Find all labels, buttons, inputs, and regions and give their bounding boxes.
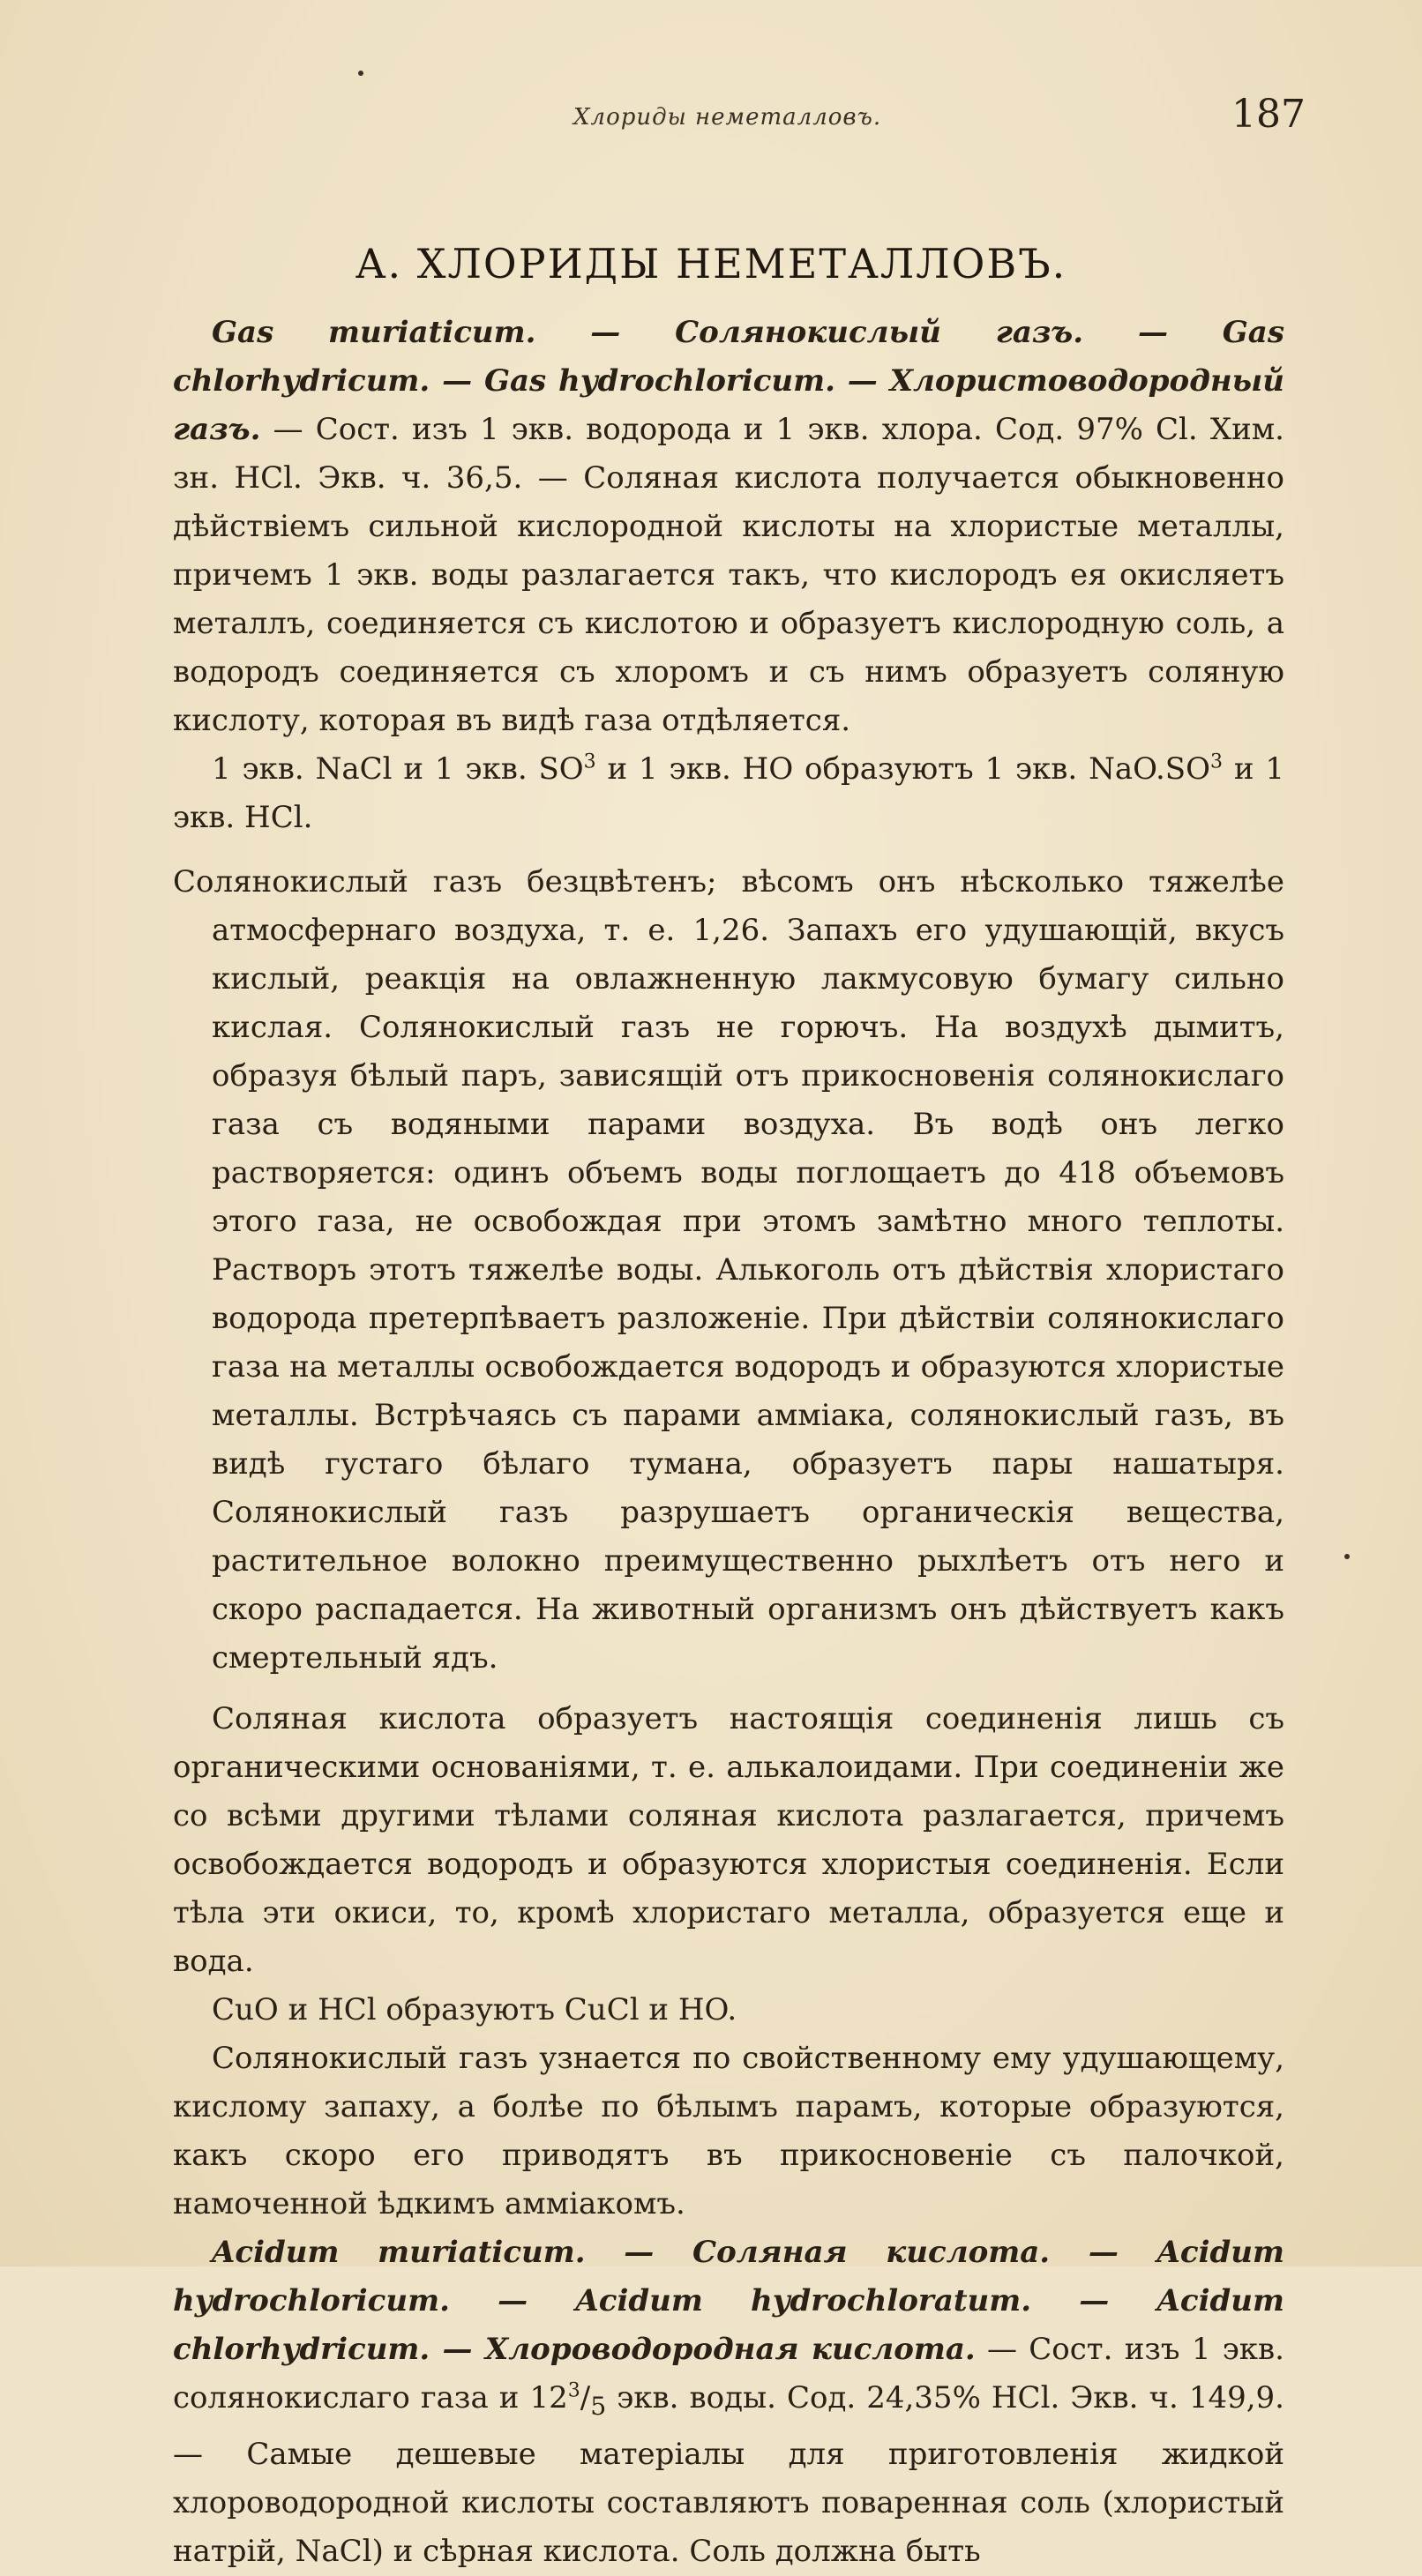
paragraph-acidum-muriaticum: Acidum muriaticum. — Соляная кислота. — Acidum hydrochloricum. — Acidum hydrochloratum. — Acidum chlorhydricum. — Хлороводородная кислота. — Сост. изъ 1 экв. солянокислаго газа и $12^3/_5$ экв. воды. Сод. 24,35% HCl. Экв. ч. 149,9. — Самые дешевые матеріалы для приготовленія жидкой хлороводородной кислоты составляютъ поваренная соль (хлористый натрій, NaCl) и сѣрная кислота. Соль должна быть bbox=[173, 2235, 1285, 2569]
paragraph-text: экв. воды. Сод. 24,35% HCl. Экв. ч. 149,9. — Самые дешевые матеріалы для приготовленія жидкой хлороводородной кислоты составляютъ поваренная соль (хлористый натрій, NaCl) и сѣрная кислота. Соль должна быть bbox=[173, 2380, 1284, 2569]
fraction-numerator: 3 bbox=[567, 2379, 580, 2402]
paragraph-gas-muriaticum bbox=[173, 309, 1284, 745]
paragraph-reaction: CuO и HCl образуютъ CuCl и HO. bbox=[212, 1992, 737, 2027]
russian-name: — Соляная кислота. bbox=[585, 2235, 1051, 2270]
page-number: 187 bbox=[1231, 92, 1306, 137]
paragraph-detection: Солянокислый газъ узнается по свойственному ему удушающему, кислому запаху, а болѣе по бѣлымъ парамъ, которые образуются, какъ скоро его приводятъ въ прикосновеніе съ палочкой, намоченной ѣдкимъ амміакомъ. bbox=[173, 2041, 1284, 2221]
fraction-denominator: 5 bbox=[590, 2391, 607, 2421]
latin-name: Acidum muriaticum. bbox=[212, 2235, 586, 2270]
russian-name: — Солянокислый газъ. bbox=[535, 315, 1084, 350]
running-head: Хлориды неметалловъ. bbox=[573, 104, 882, 131]
paragraph-properties: Солянокислый газъ безцвѣтенъ; вѣсомъ онъ нѣсколько тяжелѣе атмосфернаго воздуха, т. е. 1,26. Запахъ его удушающій, вкусъ кислый, реакція на овлажненную лакмусовую бумагу сильно кислая. Солянокислый газъ не горючъ. На воздухѣ дымитъ, образуя бѣлый паръ, зависящій отъ прикосновенія солянокислаго газа съ водяными парами воздуха. Въ водѣ онъ легко растворяется: одинъ объемъ воды поглощаетъ до 418 объемовъ этого газа, не освобождая при этомъ замѣтно много теплоты. Растворъ этотъ тяжелѣе воды. Алькоголь отъ дѣйствія хлористаго водорода претерпѣваетъ разложеніе. При дѣйствіи солянокислаго газа на металлы освобождается водородъ и образуются хлористые металлы. Встрѣчаясь съ парами амміака, солянокислый газъ, въ видѣ густаго бѣлаго тумана, образуетъ пары нашатыря. Солянокислый газъ разрушаетъ органическія вещества, растительное волокно преимущественно рыхлѣетъ отъ него и скоро распадается. На животный организмъ онъ дѣйствуетъ какъ смертельный ядъ. bbox=[173, 864, 1284, 1676]
formula-text: и 1 экв. HO образуютъ 1 экв. NaO.SO bbox=[595, 751, 1210, 787]
ink-speck bbox=[358, 71, 363, 76]
paragraph-text: — Сост. изъ 1 экв. водорода и 1 экв. хлора. Сод. 97% Cl. Хим. зн. HCl. Экв. ч. 36,5. — Соляная кислота получается обыкновенно дѣйствіемъ сильной кислородной кислоты на хлористые металлы, причемъ 1 экв. воды разлагается такъ, что кислородъ ея окисляетъ металлъ, соединяется съ кислотою и образуетъ кислородную соль, а водородъ соединяется съ хлоромъ и съ нимъ образуетъ соляную кислоту, которая въ видѣ газа отдѣляется. bbox=[173, 412, 1284, 738]
latin-name: — Acidum hydrochloricum. — Acidum hydrochloratum. — Acidum chlorhydricum. bbox=[173, 2235, 1285, 2367]
superscript: 3 bbox=[583, 750, 596, 773]
formula-text: и 1 экв. HCl. bbox=[173, 751, 1284, 835]
superscript: 3 bbox=[1209, 750, 1223, 773]
ink-speck bbox=[1344, 1554, 1350, 1559]
body-text bbox=[173, 309, 1284, 2576]
latin-name: Gas muriaticum. bbox=[212, 315, 536, 350]
latin-name: — Gas chlorhydricum. — Gas hydrochloricum. bbox=[173, 315, 1284, 399]
paragraph-organic-bases: Соляная кислота образуетъ настоящія соединенія лишь съ органическими основаніями, т. е. алькалоидами. При соединеніи же со всѣми другими тѣлами соляная кислота разлагается, причемъ освобождается водородъ и образуются хлористыя соединенія. Если тѣла эти окиси, то, кромѣ хлористаго металла, образуется еще и вода. bbox=[173, 1701, 1284, 1979]
russian-name: — Хлороводородная кислота. bbox=[430, 2332, 976, 2367]
section-heading: А. ХЛОРИДЫ НЕМЕТАЛЛОВЪ. bbox=[355, 240, 1067, 287]
paragraph-formula bbox=[173, 745, 1284, 842]
formula-text: 1 экв. NaCl и 1 экв. SO bbox=[212, 751, 584, 787]
paragraph-text: — Сост. изъ 1 экв. солянокислаго газа и 12 bbox=[173, 2332, 1284, 2415]
russian-name: — Хлористоводородный газъ. bbox=[173, 363, 1284, 447]
